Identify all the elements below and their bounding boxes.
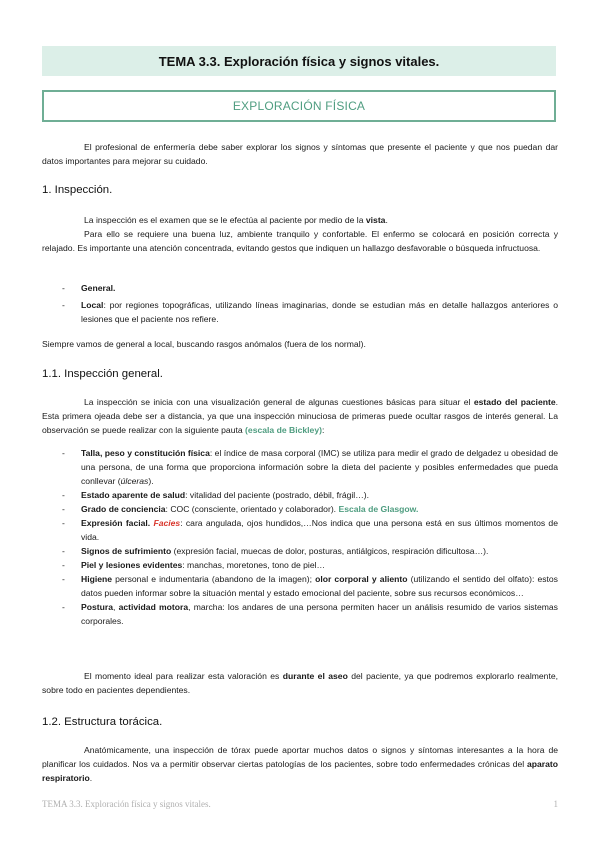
glasgow-link[interactable]: Escala de Glasgow. — [338, 504, 419, 514]
estructura-paragraph: Anatómicamente, una inspección de tórax puede aportar muchos datos o signos y síntomas interesantes a la hora de planificar los cuidados. Nos va a permitir observar ciertas patologías de los pacientes, sobre todo enfermedades crónicas del aparato respiratorio. — [42, 745, 558, 783]
inspeccion-general-paragraph: La inspección se inicia con una visualización general de algunas cuestiones básicas para situar el estado del paciente. Esta primera ojeada debe ser a distancia, ya que una inspección minuciosa de primeras puede ocultar rasgos de interés general. La observación se puede realizar con la siguiente pauta (escala de Bickley): — [42, 397, 559, 435]
aseo-paragraph: El momento ideal para realizar esta valoración es durante el aseo del paciente, ya que podremos explorarlo realmente, sobre todo en pacientes dependientes. — [42, 671, 559, 695]
heading-inspeccion-general: 1.1. Inspección general. — [42, 368, 163, 380]
pauta-list — [62, 446, 558, 628]
page-footer — [42, 799, 558, 809]
heading-inspeccion: 1. Inspección. — [42, 184, 113, 196]
footer-title: TEMA 3.3. Exploración física y signos vitales. — [42, 799, 211, 809]
heading-estructura-toracica: 1.2. Estructura torácica. — [42, 716, 163, 728]
inspeccion-list — [62, 281, 558, 326]
inspeccion-paragraph-2: Para ello se requiere una buena luz, ambiente tranquilo y confortable. El enfermo se colocará en posición correcta y relajado. Es importante una atención concentrada, evitando gestos que indiquen un hallazgo desfavorable o búsqueda infructuosa. — [42, 229, 558, 253]
list-item: - Higiene personal e indumentaria (abandono de la imagen); olor corporal y aliento (utilizando el sentido del olfato): estos datos pueden informar sobre la situación mental y estado emocional del paciente, sobre sus recursos económicos… — [62, 572, 558, 600]
inspeccion-paragraph-1: La inspección es el examen que se le efectúa al paciente por medio de la vista. — [84, 215, 388, 225]
section-title: EXPLORACIÓN FÍSICA — [42, 90, 556, 122]
list-item: - Expresión facial. Facies: cara angulada, ojos hundidos,…Nos indica que una persona está en sus últimos momentos de vida. — [62, 516, 558, 544]
list-item: - Estado aparente de salud: vitalidad del paciente (postrado, débil, frágil…). — [62, 488, 558, 502]
list-item: - Talla, peso y constitución física: el índice de masa corporal (IMC) se utiliza para medir el grado de delgadez u obesidad de una persona, de una forma que proporciona información sobre la dieta del paciente y posibles enfermedades que pueda conllevar (úlceras). — [62, 446, 558, 488]
list-item: - General. — [62, 281, 558, 295]
list-item: - Signos de sufrimiento (expresión facial, muecas de dolor, posturas, antiálgicos, respiración dificultosa…). — [62, 544, 558, 558]
list-item: - Grado de conciencia: COC (consciente, orientado y colaborador). Escala de Glasgow. — [62, 502, 558, 516]
list-item: - Piel y lesiones evidentes: manchas, moretones, tono de piel… — [62, 558, 558, 572]
inspeccion-closing: Siempre vamos de general a local, buscando rasgos anómalos (fuera de los normal). — [42, 339, 366, 349]
list-item: - Postura, actividad motora, marcha: los andares de una persona permiten hacer un análisis resumido de varios sistemas corporales. — [62, 600, 558, 628]
bickley-link[interactable]: (escala de Bickley) — [245, 425, 322, 435]
page-number: 1 — [553, 799, 558, 809]
intro-paragraph: El profesional de enfermería debe saber explorar los signos y síntomas que presente el paciente y que nos puedan dar datos importantes para mejorar su cuidado. — [42, 142, 558, 166]
list-item: - Local: por regiones topográficas, utilizando líneas imaginarias, donde se estudian más en detalle hallazgos anteriores o lesiones que el paciente nos refiere. — [62, 298, 558, 326]
page-title: TEMA 3.3. Exploración física y signos vitales. — [42, 46, 556, 76]
